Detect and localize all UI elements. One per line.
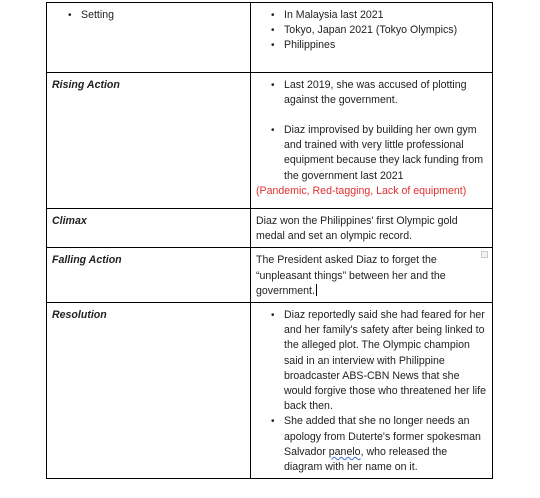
- rising-content-cell: [251, 72, 493, 208]
- table-row: [47, 3, 493, 73]
- climax-label-cell: [47, 209, 251, 248]
- spellcheck-word[interactable]: panelo: [328, 445, 361, 458]
- falling-label-cell: [47, 248, 251, 303]
- comment-anchor-icon[interactable]: [481, 251, 488, 258]
- setting-label-cell: [47, 3, 251, 73]
- climax-content-cell: [251, 209, 493, 248]
- falling-text[interactable]: The President asked Diaz to forget the “unpleasant things” between her and the government.: [256, 254, 446, 297]
- rising-list: [256, 78, 487, 108]
- rising-action-note: (Pandemic, Red-tagging, Lack of equipment): [256, 184, 467, 197]
- resolution-content-cell: [251, 303, 493, 479]
- list-item: • Tokyo, Japan 2021 (Tokyo Olympics): [284, 23, 487, 38]
- list-item: • Diaz reportedly said she had feared for her and her family's safety after being linked to the alleged plot. The Olympic champion said in an interview with Philippine broadcaster ABS-CBN News that she would forgive those who threatened her life back then.: [284, 308, 487, 414]
- list-item-text: She added that she no longer needs an apology from Duterte's former spokesman Salvador: [284, 415, 481, 458]
- climax-text: Diaz won the Philippines' first Olympic gold medal and set an olympic record.: [256, 215, 458, 243]
- resolution-list: [256, 308, 487, 475]
- rising-label-cell: [47, 72, 251, 208]
- table-row: [47, 209, 493, 248]
- table-row: [47, 303, 493, 479]
- rising-list-2: [256, 123, 487, 184]
- climax-label: Climax: [52, 215, 87, 228]
- resolution-label: Resolution: [52, 309, 107, 322]
- list-item: [284, 414, 487, 475]
- list-item: • Last 2019, she was accused of plotting against the government.: [284, 78, 487, 108]
- rising-action-label: Rising Action: [52, 78, 120, 91]
- text-cursor: [316, 284, 317, 296]
- falling-content-cell[interactable]: [251, 248, 493, 303]
- setting-list: [256, 8, 487, 54]
- setting-content-cell: [251, 3, 493, 73]
- list-item: • In Malaysia last 2021: [284, 8, 487, 23]
- table-row: [47, 72, 493, 208]
- list-item: • Diaz improvised by building her own gym and trained with very little professional equipment because they lack funding from the government last 2021: [284, 123, 487, 184]
- resolution-label-cell: [47, 303, 251, 479]
- setting-label-list: [52, 8, 245, 23]
- table-row: [47, 248, 493, 303]
- list-item-tail: , who released the diagram with her name on it.: [284, 445, 448, 474]
- falling-action-label: Falling Action: [52, 254, 122, 267]
- list-item: • Philippines: [284, 38, 487, 53]
- setting-label: • Setting: [81, 8, 245, 23]
- story-elements-table: [46, 2, 493, 479]
